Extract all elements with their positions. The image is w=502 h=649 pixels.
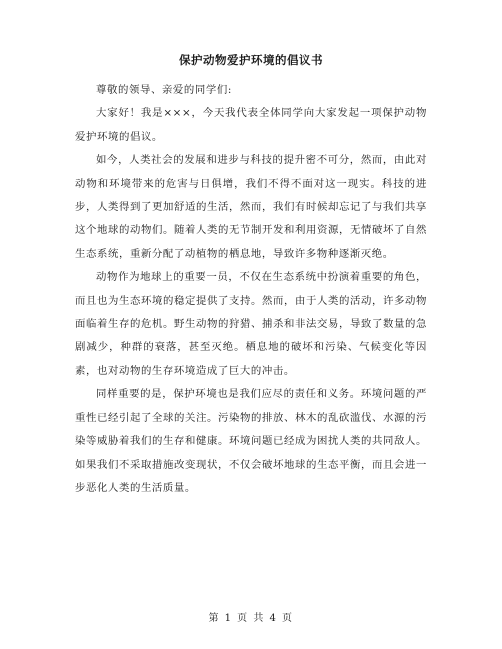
page-number-footer: 第 1 页 共 4 页 [208,613,294,624]
paragraph-4: 同样重要的是，保护环境也是我们应尽的责任和义务。环境问题的严重性已经引起了全球的关注。污染物的排放、林木的乱砍滥伐、水源的污染等威胁着我们的生存和健康。环境问题已经成为困扰人类的共同敌人。如果我们不采取措施改变现状，不仅会破坏地球的生态平衡，而且会进一步恶化人类的生活质量。 [75,388,427,494]
document-title: 保护动物爱护环境的倡议书 [179,53,323,67]
paragraph-3: 动物作为地球上的重要一员，不仅在生态系统中扮演着重要的角色，而且也为生态环境的稳定提供了支持。然而，由于人类的活动，许多动物面临着生存的危机。野生动物的狩猎、捕杀和非法交易，导致了数量的急剧减少，种群的衰落，甚至灭绝。栖息地的破坏和污染、气候变化等因素，也对动物的生存环境造成了巨大的冲击。 [75,271,427,377]
paragraph-1: 大家好！我是×××，今天我代表全体同学向大家发起一项保护动物爱护环境的倡议。 [75,107,427,143]
document-body [75,79,427,500]
paragraph-2: 如今，人类社会的发展和进步与科技的提升密不可分，然而，由此对动物和环境带来的危害与日俱增，我们不得不面对这一现实。科技的进步，人类得到了更加舒适的生活，然而，我们有时候却忘记了与我们共享这个地球的动物们。随着人类的无节制开发和利用资源，无情破坏了自然生态系统，重新分配了动植物的栖息地，导致许多物种逐渐灭绝。 [75,154,427,260]
salutation: 尊敬的领导、亲爱的同学们: [96,84,232,96]
